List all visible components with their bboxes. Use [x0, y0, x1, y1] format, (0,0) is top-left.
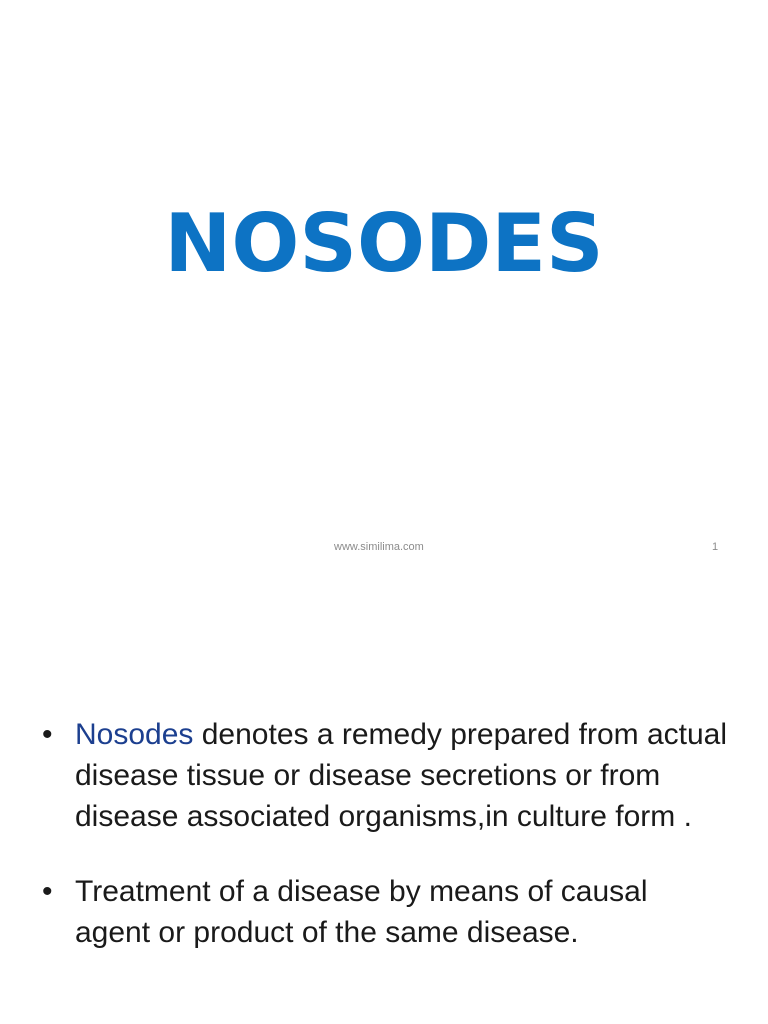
- page-number: 1: [712, 541, 719, 553]
- bullet-item-1: [38, 714, 728, 837]
- slide-title: NOSODES: [164, 197, 604, 290]
- bullet-lead-term: Nosodes: [75, 718, 194, 751]
- slide-2: [0, 576, 768, 1024]
- bullet-text: Treatment of a disease by means of causal agent or product of the same disease.: [75, 875, 648, 949]
- bullet-text: denotes a remedy prepared from actual disease tissue or disease secretions or from disease associated organisms,in culture form .: [75, 718, 728, 833]
- bullet-item-2: [38, 871, 728, 953]
- bullet-list: [38, 714, 728, 987]
- bullet-dot-icon: •: [42, 875, 53, 908]
- bullet-dot-icon: •: [42, 718, 53, 751]
- footer-url: www.similima.com: [334, 541, 424, 553]
